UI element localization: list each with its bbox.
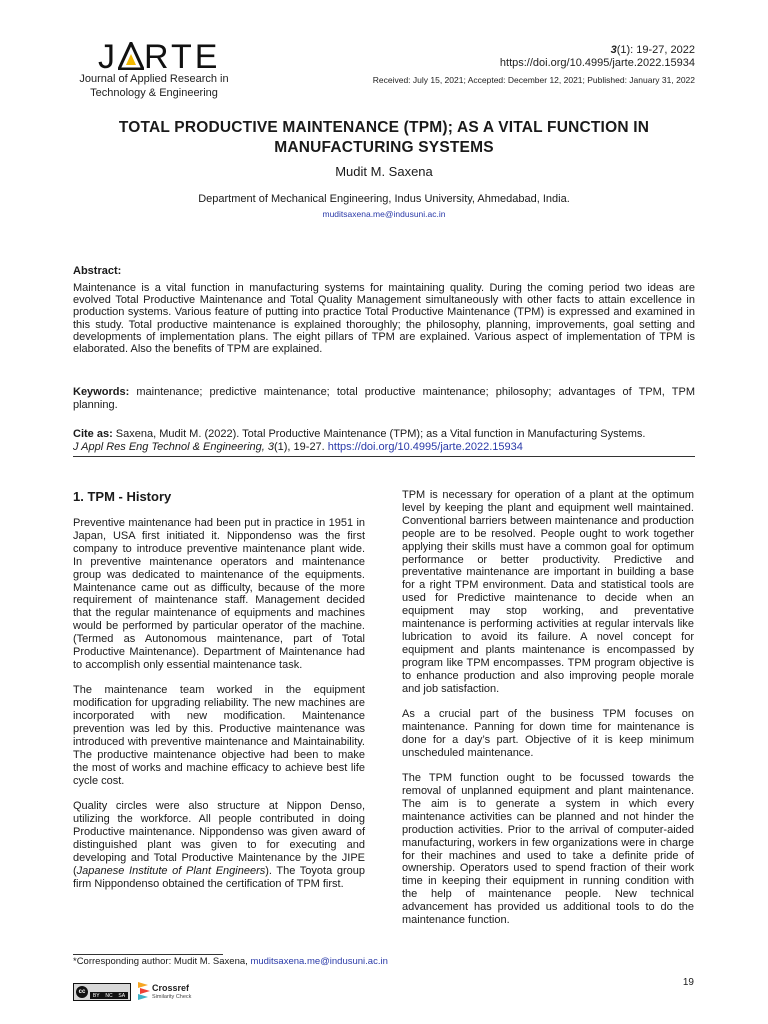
paragraph: Quality circles were also structure at Nippon Denso, utilizing the workforce. All people contributed in doing Productive maintenance. Nippondenso was given award of distinguished plant was given to for executing and developing and Total Productive Maintenance by the JIPE (Japanese Institute of Plant Engineers). The Toyota group firm Nippondenso obtained the certification of TPM first. xyxy=(73,800,365,890)
paragraph: The maintenance team worked in the equipment modification for upgrading reliability. The new machines are incorporated with new modification. Maintenance prevention was led by this. Productive maintenance was introduced with preventive maintenance and Maintainability. The productive maintenance objective had been to make the most of works and machine efficacy to achieve best life cycle cost. xyxy=(73,684,365,787)
right-column xyxy=(402,489,694,940)
keywords-label: Keywords: xyxy=(73,386,130,398)
journal-logo: J RTE xyxy=(98,38,221,76)
left-column xyxy=(73,517,365,903)
article-title: TOTAL PRODUCTIVE MAINTENANCE (TPM); AS A VITAL FUNCTION IN MANUFACTURING SYSTEMS xyxy=(118,119,650,156)
footnote-divider xyxy=(73,954,223,955)
paragraph: The TPM function ought to be focussed towards the removal of unplanned equipment and plant maintenance. The aim is to generate a system in which every maintenance activities can be planned and not hinder the production activities. Prior to the arrival of computer-aided manufacturing, workers in few organizations were in charge for their machines and used to take a definite pride of ownership. Operators used to spend fraction of their work time in keeping their equipment in running condition with the help of maintenance people. New technical advancement has provided us additional tools to do the maintenance function. xyxy=(402,772,694,927)
author-name: Mudit M. Saxena xyxy=(335,164,433,179)
cite-doi-link[interactable]: https://doi.org/10.4995/jarte.2022.15934 xyxy=(327,441,523,454)
footnote: *Corresponding author: Mudit M. Saxena, muditsaxena.me@indusuni.ac.in xyxy=(73,956,388,967)
crossref-similarity-check-logo[interactable]: Crossref Similarity Check xyxy=(138,980,198,1004)
section-heading: 1. TPM - History xyxy=(73,489,172,504)
keywords-text: maintenance; predictive maintenance; total productive maintenance; philosophy; advantages of TPM, TPM planning. xyxy=(73,386,695,412)
affiliation: Department of Mechanical Engineering, Indus University, Ahmedabad, India. xyxy=(198,193,570,205)
crossref-icon xyxy=(138,982,150,1000)
paragraph: Preventive maintenance had been put in practice in 1951 in Japan, USA first initiated it. Nippondenso was the first company to introduce preventive maintenance plant wide. In preventive maintenance operators and maintenance group was dedicated to maintenance of the equipments. Maintenance came out as difficulty, because of the more requirement of maintenance staff. Management decided that the regular maintenance of equipments and machines would be performed by particular operator of the machine. (Termed as Autonomous maintenance, part of Total Productive Maintenance). Department of Maintenance had to accomplish only essential maintenance task. xyxy=(73,517,365,671)
cc-badge: cc xyxy=(76,986,88,998)
footnote-email-link[interactable]: muditsaxena.me@indusuni.ac.in xyxy=(250,956,388,967)
author-email[interactable]: muditsaxena.me@indusuni.ac.in xyxy=(322,209,446,219)
keywords xyxy=(73,386,695,412)
logo-triangle-icon xyxy=(118,42,144,70)
citation: Cite as: Saxena, Mudit M. (2022). Total Productive Maintenance (TPM); as a Vital function in Manufacturing Systems. J Appl Res Eng Technol & Engineering, 3(1), 19-27. https://doi.org/10.4995/jarte.2022.15934 xyxy=(73,428,646,454)
cc-license-icon[interactable]: cc BY NC SA xyxy=(73,983,131,1001)
cite-label: Cite as: xyxy=(73,428,113,440)
citation-divider xyxy=(73,456,695,457)
abstract-body: Maintenance is a vital function in manufacturing systems for maintaining quality. During the coming period two ideas are evolved Total Productive Maintenance and Total Quality Management simultaneously with other facts to attain excellence in production systems. Various feature of putting into practice Total Productive Maintenance (TPM) is expressed and examined in this study. Total productive maintenance is explained thoroughly; the philosophy, planning, improvements, goal setting and developments of implementation plans. The eight pillars of TPM are explained. Various aspect of implementation of TPM is elaborated. Also the benefits of TPM are explained. xyxy=(73,282,695,356)
publication-dates: Received: July 15, 2021; Accepted: December 12, 2021; Published: January 31, 2022 xyxy=(372,75,695,85)
volume-number: 3 xyxy=(610,44,617,56)
journal-name: Journal of Applied Research in Technology & Engineering xyxy=(79,73,229,99)
cite-journal: J Appl Res Eng Technol & Engineering, 3 xyxy=(73,441,274,454)
abstract-heading: Abstract: xyxy=(73,265,122,277)
header-doi[interactable]: https://doi.org/10.4995/jarte.2022.15934 xyxy=(499,56,695,69)
issue-pages: (1): 19-27, 2022 xyxy=(616,44,695,56)
article-meta xyxy=(373,44,695,87)
paragraph: TPM is necessary for operation of a plant at the optimum level by keeping the plant and equipment well maintained. Conventional barriers between maintenance and production people are to be resolved. People ought to work together applying their skills must have a common goal for optimum performance or better productivity. Predictive and preventative maintenance are important in building a base for a right TPM environment. Data and statistical tools are used for Predictive maintenance to decide when an equipment may stop working, and preventative maintenance is performing activities at regular intervals like lubrication to avoid its failure. A novel concept for equipment and plants maintenance is encompassed by program like TPM encompasses. TPM program objective is to enhance production and also improving people morale and job satisfaction. xyxy=(402,489,694,695)
paragraph: As a crucial part of the business TPM focuses on maintenance. Panning for down time for maintenance is done for a day’s part. Objective of it is keep minimum unscheduled maintenance. xyxy=(402,708,694,759)
page-number: 19 xyxy=(682,977,694,988)
